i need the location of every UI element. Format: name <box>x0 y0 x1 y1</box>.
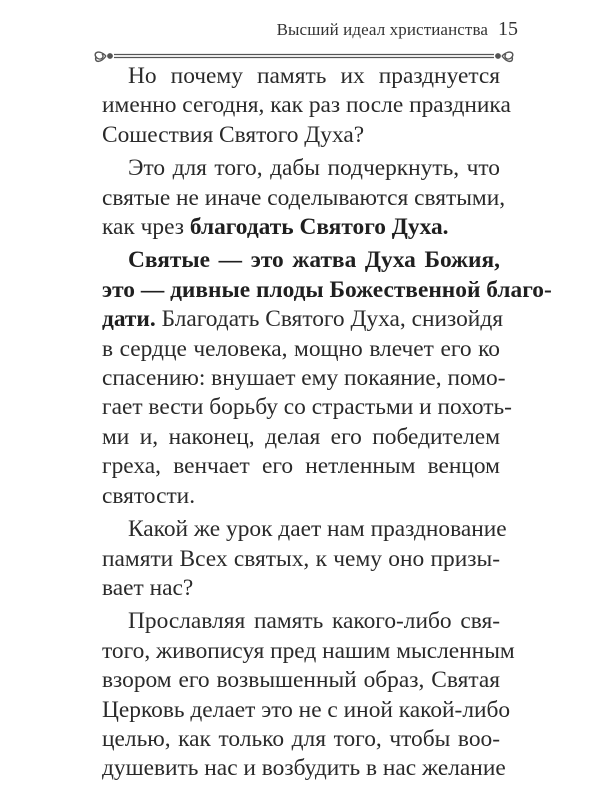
text-line: в сердце человека, мощно влечет его ко <box>102 335 500 362</box>
text-line: Церковь делает это не с иной какой-либо <box>102 696 511 723</box>
text-line: греха, венчает его нетленным венцом <box>102 453 500 480</box>
text-line: ми и, наконец, делая его победителем <box>102 423 500 450</box>
bold-text: благодать Святого Духа. <box>189 214 449 241</box>
paragraph-1 <box>102 62 511 150</box>
running-title: Высший идеал христианства <box>276 20 488 39</box>
text-line: памяти Всех святых, к чему оно призы- <box>102 545 500 572</box>
text-line: Это для того, дабы подчеркнуть, что <box>128 155 500 182</box>
page-number: 15 <box>498 18 518 40</box>
text-line: спасению: внушает ему покаяние, помо- <box>102 365 506 392</box>
paragraph-3 <box>102 246 552 511</box>
plain-text: как чрез <box>102 214 190 241</box>
text-line <box>102 276 552 305</box>
text-line: гает вести борьбу со страстьми и похоть- <box>102 394 512 421</box>
bold-text: это — дивные плоды Божественной благо- <box>102 276 552 303</box>
text-line <box>102 246 500 275</box>
bold-text: Святые — это жатва Духа Божия, <box>128 247 500 274</box>
paragraph-2 <box>102 154 506 242</box>
paragraph-4 <box>102 515 507 603</box>
text-line: того, живописуя пред нашим мысленным <box>102 637 515 664</box>
text-line: Сошествия Святого Духа? <box>102 121 365 148</box>
text-line <box>102 213 500 242</box>
text-line: вает нас? <box>102 574 194 601</box>
text-line: Прославляя память какого-либо свя- <box>128 608 500 635</box>
text-line <box>102 305 503 334</box>
body-text <box>102 62 552 788</box>
text-line: душевить нас и возбудить в нас желание <box>102 755 506 782</box>
text-line: именно сегодня, как раз после праздника <box>102 92 511 119</box>
running-head <box>277 20 488 40</box>
text-line: целью, как только для того, чтобы воо- <box>102 725 500 752</box>
text-line: Но почему память их празднуется <box>128 63 500 89</box>
bold-text: дати. <box>102 306 156 333</box>
text-line: Какой же урок дает нам празднование <box>128 516 507 543</box>
text-line: святости. <box>102 482 196 509</box>
paragraph-5 <box>102 607 515 783</box>
text-line: взором его возвышенный образ, Святая <box>102 667 500 694</box>
text-line: святые не иначе соделываются святыми, <box>102 184 506 211</box>
plain-text: Благодать Святого Духа, снизойдя <box>155 306 503 333</box>
